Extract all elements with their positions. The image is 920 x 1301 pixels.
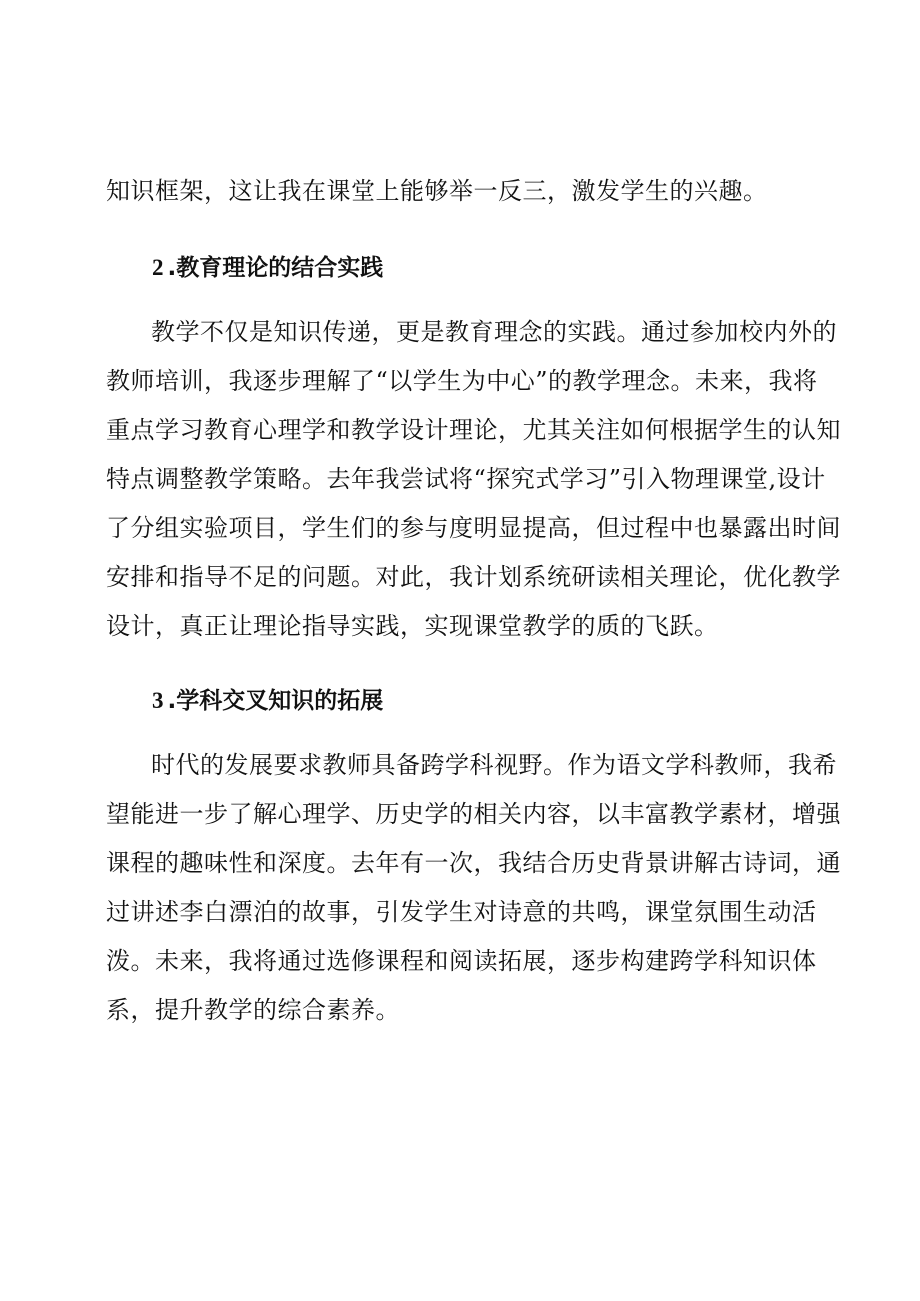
paragraph-line: 时代的发展要求教师具备跨学科视野。作为语文学科教师，我希 (151, 751, 837, 779)
paragraph-line: 了分组实验项目，学生们的参与度明显提高，但过程中也暴露出时间 (106, 514, 841, 542)
section-title: .学科交叉知识的拓展 (167, 688, 384, 714)
paragraph-line: 泼。未来，我将通过选修课程和阅读拓展，逐步构建跨学科知识体 (106, 947, 817, 975)
paragraph-line: 望能进一步了解心理学、历史学的相关内容，以丰富教学素材，增强 (106, 800, 841, 828)
paragraph-line: 教学不仅是知识传递，更是教育理念的实践。通过参加校内外的 (151, 318, 837, 346)
section-title: .教育理论的结合实践 (167, 255, 384, 281)
paragraph-line: 安排和指导不足的问题。对此，我计划系统研读相关理论，优化教学 (106, 563, 841, 591)
paragraph-line: 知识框架，这让我在课堂上能够举一反三，激发学生的兴趣。 (106, 177, 768, 205)
paragraph-line: 重点学习教育心理学和教学设计理论，尤其关注如何根据学生的认知 (106, 416, 841, 444)
paragraph-line: 教师培训，我逐步理解了“以学生为中心”的教学理念。未来，我将 (106, 367, 818, 395)
section-number: 3 (152, 688, 164, 713)
section-heading (152, 686, 383, 716)
section-number: 2 (152, 255, 164, 280)
paragraph-line: 特点调整教学策略。去年我尝试将“探究式学习”引入物理课堂,设计 (106, 465, 826, 493)
paragraph-line: 课程的趣味性和深度。去年有一次，我结合历史背景讲解古诗词，通 (106, 849, 841, 877)
paragraph-line: 过讲述李白漂泊的故事，引发学生对诗意的共鸣，课堂氛围生动活 (106, 898, 817, 926)
paragraph-line: 系，提升教学的综合素养。 (106, 996, 400, 1024)
section-heading (152, 253, 383, 283)
paragraph-line: 设计，真正让理论指导实践，实现课堂教学的质的飞跃。 (106, 612, 719, 640)
